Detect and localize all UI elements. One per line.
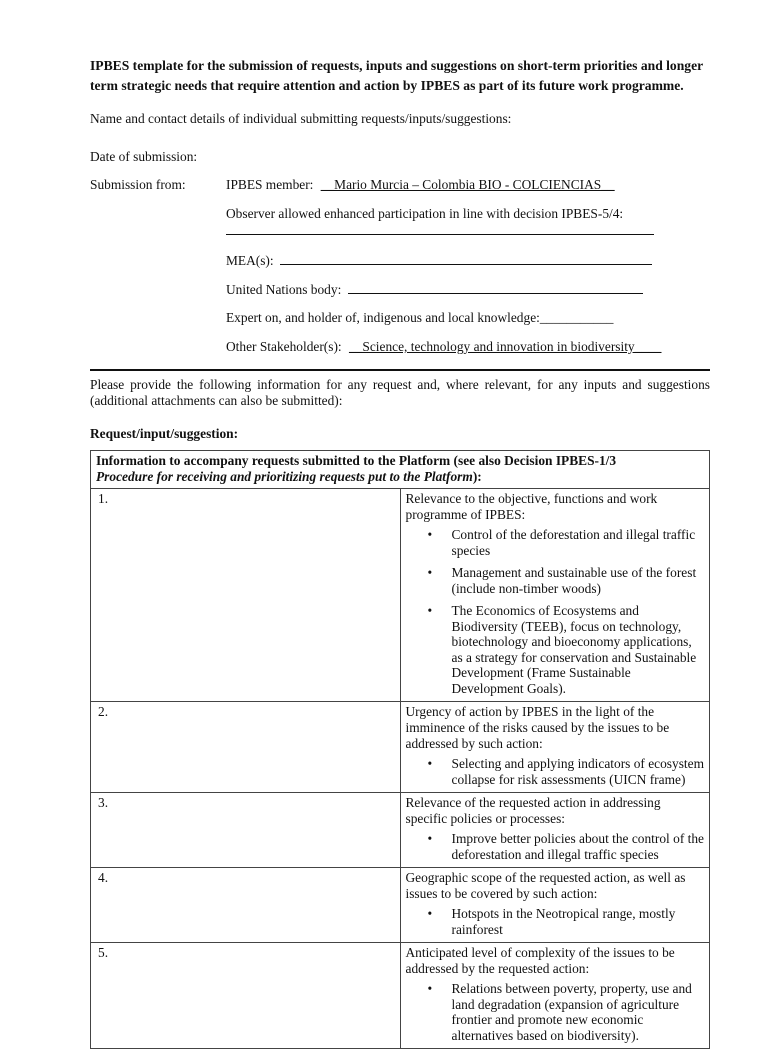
bullet-icon: • (427, 756, 433, 771)
row-question: Geographic scope of the requested action, as well as issues to be covered by such action: (405, 870, 686, 901)
ipbes-member-label: IPBES member: (226, 177, 314, 192)
bullet-text: Management and sustainable use of the forest (include non-timber woods) (451, 565, 697, 596)
submission-from-section (90, 177, 710, 377)
row-number: 1. (91, 489, 401, 702)
row-number: 3. (91, 793, 401, 868)
bullet-item (406, 565, 705, 596)
un-body-field[interactable] (348, 281, 643, 294)
other-stakeholder-label: Other Stakeholder(s): (226, 339, 342, 354)
document-page (90, 56, 710, 1049)
table-header: Information to accompany requests submitted to the Platform (see also Decision IPBES-1/3 Procedure for receiving and prioritizing requests put to the Platform): (91, 451, 710, 489)
bullet-text: Selecting and applying indicators of ecosystem collapse for risk assessments (UICN frame) (451, 756, 704, 787)
mea-label: MEA(s): (226, 253, 274, 268)
bullet-item (406, 906, 705, 937)
bullet-icon: • (427, 981, 433, 996)
bullet-item (406, 603, 705, 696)
name-contact-label: Name and contact details of individual submitting requests/inputs/suggestions: (90, 111, 512, 126)
bullet-icon: • (427, 603, 433, 618)
date-of-submission-label: Date of submission: (90, 149, 198, 164)
row-question: Anticipated level of complexity of the issues to be addressed by the requested action: (405, 945, 675, 976)
bullet-list (406, 831, 705, 862)
bullet-text: Relations between poverty, property, use and land degradation (expansion of agriculture frontier and promote new economic alternatives based on biodiversity). (451, 981, 692, 1043)
submission-from-label: Submission from: (90, 177, 186, 192)
request-heading: Request/input/suggestion: (90, 426, 239, 441)
expert-label[interactable]: Expert on, and holder of, indigenous and local knowledge:___________ (226, 310, 614, 325)
table-row (91, 868, 710, 943)
table-row (91, 702, 710, 793)
bullet-icon: • (427, 906, 433, 921)
bullet-text: The Economics of Ecosystems and Biodiversity (TEEB), focus on technology, biotechnology and bioeconomy applications, as a strategy for conservation and Sustainable Development (Frame Sustainable Development Goals). (451, 603, 697, 696)
document-title: IPBES template for the submission of requests, inputs and suggestions on short-term priorities and longer term strategic needs that require attention and action by IPBES as part of its future work programme. (90, 58, 703, 93)
row-number: 5. (91, 943, 401, 1049)
row-content (400, 943, 710, 1049)
un-body-label: United Nations body: (226, 282, 342, 297)
bullet-list (406, 756, 705, 787)
bullet-list (406, 981, 705, 1043)
row-number: 2. (91, 702, 401, 793)
row-question: Urgency of action by IPBES in the light of the imminence of the risks caused by the issues to be addressed by such action: (405, 704, 670, 751)
observer-field[interactable] (226, 222, 654, 235)
bullet-item (406, 527, 705, 558)
table-header-row (91, 451, 710, 489)
bullet-item (406, 831, 705, 862)
row-content (400, 489, 710, 702)
bullet-icon: • (427, 565, 433, 580)
row-number: 4. (91, 868, 401, 943)
row-question: Relevance to the objective, functions and work programme of IPBES: (405, 491, 658, 522)
bullet-icon: • (427, 527, 433, 542)
bullet-icon: • (427, 831, 433, 846)
mea-field[interactable] (280, 252, 652, 265)
instructions-text: Please provide the following information for any request and, where relevant, for any inputs and suggestions (additional attachments can also be submitted): (90, 377, 710, 408)
section-divider (90, 369, 710, 371)
bullet-list (406, 906, 705, 937)
bullet-list (406, 527, 705, 696)
bullet-text: Improve better policies about the control of the deforestation and illegal traffic species (451, 831, 704, 862)
table-body (91, 489, 710, 1049)
request-info-table (90, 450, 710, 1049)
bullet-item (406, 981, 705, 1043)
observer-label: Observer allowed enhanced participation in line with decision IPBES-5/4: (226, 206, 624, 221)
table-row (91, 943, 710, 1049)
bullet-text: Hotspots in the Neotropical range, mostly rainforest (451, 906, 676, 937)
table-row (91, 489, 710, 702)
table-row (91, 793, 710, 868)
row-content (400, 702, 710, 793)
other-stakeholder-value[interactable]: __Science, technology and innovation in biodiversity____ (349, 339, 662, 354)
row-content (400, 793, 710, 868)
row-question: Relevance of the requested action in addressing specific policies or processes: (405, 795, 661, 826)
ipbes-member-value[interactable]: __Mario Murcia – Colombia BIO - COLCIENCIAS__ (320, 177, 615, 192)
bullet-item (406, 756, 705, 787)
bullet-text: Control of the deforestation and illegal traffic species (451, 527, 696, 558)
row-content (400, 868, 710, 943)
